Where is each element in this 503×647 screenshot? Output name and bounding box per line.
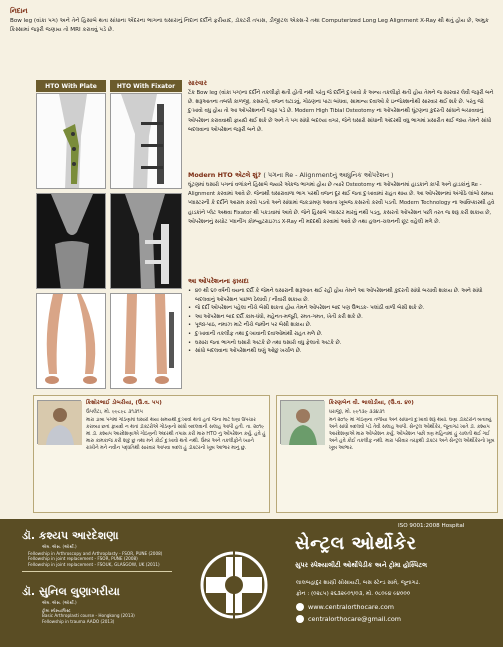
fixator-xray-image [110,93,182,189]
testimonial-card [33,395,270,513]
treatment-text: ટેંક Bow leg (વાંકા પગ)ના દર્દીને તકલીફો થતી હોતી નથી પરંતુ જે દર્દીને દુઃખાવો કે અન્ય તકલીફો થતી હોય તેમને જ સારવાર લેવી જરૂરી બને છે. શરૂઆતના તબક્કે કાળજી, કસરતો, વજન ઘટાડવું, ગોઠણના પાટા બાંધવા, સામાન્ય દવાઓ કે ઇન્જેક્શનોથી સારવાર થઈ શકે છે. પરંતુ જો દુઃખાવો વધુ હોય તો આ ઓપરેશનની જરૂર પડે છે. Modern High Tibial Osteotomy ના ઓપરેશનથી ઘૂંટણના કુદરતી સાંધાને બચાવવાનું ઓપરેશન કરાવવાથી ફાયદો થઈ શકે છે અને તે પગ સાંધો બદલ્યા વગર, જેને ઘસારો સાંધાની અંદરથી વધુ ભાગમાં પ્રસારીત થઈ જાય તેમને સાંધો બદલવાના ઓપરેશન જરૂરી બને છે. [188,90,494,133]
doctor-name: ડૉ. સુનિલ લુણાગરીયા [22,585,120,598]
benefit-item: • ૪૦ થી ૬૦ વર્ષની વયના દર્દી કે જેમને ઘસારાની શરૂઆત થઈ રહી હોય તેમને આ ઓપરેશનથી કુદરતી સાંધો બચાવી શકાય છે. અને સાંધો બદલવાનું ઓપરેશન પાછળ ઠેલાવી / નીવારી શકાય છે. [188,287,496,304]
website-link[interactable] [296,603,394,611]
doctor-name: ડૉ. કશ્યપ આરદેશણા [22,529,119,542]
email-text: centralorthocare@gmail.com [308,615,401,623]
diagnosis-heading: નિદાન [10,7,28,15]
patient-photo [280,400,324,444]
legs-fixator-image [110,293,182,389]
doctor-qualifications [28,551,188,567]
treatment-title: સારવાર [188,79,207,87]
benefit-item: • આ ઓપરેશન બાદ દર્દી કામ-ધંધો, મહેનત-મજૂરી, રમત-ગમત, ખેતી કરી શકે છે. [188,313,496,322]
hto-plate-label: HTO With Plate [36,80,106,92]
testimonial-name: કિરણબેન વી. ભાલોડીયા, (ઉ.વ. ૪૦) [329,400,414,406]
qualification-line: Fellowship in joint replacement - FSOUK, GLASGOW, UK (2011) [28,561,160,567]
footer-band [0,519,503,647]
testimonial-text: મારા ડાબા પગમાં ગોઠણમાં ઘસારો થયા સમયથી દુઃખાવો થતો હતો જેના માટે ઘણા ઉપચાર કરાવ્યા છતાં ફાયદો ન થતાં ડૉક્ટરોએ ગોઠણનો સાંધો બદલવાની સલાહ આપી હતી. તા. ૨૦૧૯ માં ડૉ. કશ્યપ આરદેશણાએ ગોઠણની અંદરથી તપાસ કરી મારુ HTO નું ઓપરેશન કર્યુ. હવે હું મારુ કામકાજ કરી શકું છું તથા મને કોઈ દુઃખાવો થતો નથી. ઉંમર અને તકલીફોને ધ્યાને રાખીને મને નવીન પદ્ધતિથી સારવાર આપવા બદલ હું ડૉક્ટરનો ખૂબ આભાર માનું છું. [86,418,266,452]
hospital-name: સેન્ટ્રલ ઓર્થોકેર [295,533,417,554]
qualification-line: Fellowship in Arthroscopy and Arthroplasty - FSOR, PUNE (2008) [28,551,163,556]
benefit-item: • પૂજા-પાઠ, નમાઝ માટે નીચે જમીન પર બેસી શકાય છે. [188,321,496,330]
divider [22,571,172,572]
patient-photo [37,400,81,444]
hospital-tagline: સુપર સ્પેશ્યાલીટી ઓર્થોપેડીક અને ટ્રોમા હોસ્પિટલ [295,561,428,569]
qualification-line: Basic Arthroplasti course - Hongkong (2013) [42,613,135,619]
iso-badge: ISO 9001:2008 Hospital [398,523,465,529]
modern-hto-title-text: Modern HTO એટલે શું? [188,171,262,179]
hto-fixator-label: HTO With Fixator [110,80,182,92]
benefits-list [188,287,496,356]
doctor-qualifications [42,608,192,624]
doctor-degree: એમ. એસ. (ઓર્થો.) [42,544,77,549]
mail-icon [296,615,304,623]
doctor-degree: એમ. એસ. (ઓર્થો.) [42,600,77,605]
modern-hto-tag: ( પગના Re - Alignmentનું આધુનિક ઓપરેશન ) [263,171,394,179]
hospital-address: લાલબહાદુર શાસ્ત્રી સોસાયટી, બસ સ્ટેન્ડ સામે, જૂનાગઢ. [296,580,421,586]
modern-hto-text: ઘૂંટણમાં ઘસારો પગનાં વળાંકને હિસાબે જ્યારે એકજ ભાગમાં હોય છે ત્યારે Osteotomy ના ઓપરેશનમાં હાડકાને કાપી અને હાડકાંનું Re - Alignment કરવામાં આવે છે. જેનાથી ઘસારાવાળા ભાગ પરથી વજન દૂર થઈ જતા દુઃખાવામાં રાહત થાય છે. આ ઓપરેશનમાં અંગોઠે લાંબો સમય પ્લાસ્ટરની કે દર્દીને આરામ કરવો પડતો અને સાંધામાં જકડામણ આવતા ખૂબજ કસરતો કરવી પડતી. Modern Technology ના આવિષ્કારથી હવે હાડકાંને પ્લેટ અથવા Fixator થી પકડવામાં આવે છે. જેને હિસાબે પ્લાસ્ટર મારવું નથી પડતુ, કસરતો ઓપરેશન પછી તરત જ શરૂ કરી શકાય છે, ઓપરેશનનું સચોટ પ્લાનીંગ કોમ્પ્યુટરાઇઝડ X-Ray ની મદદથી કરવામાં આવે છે તથા હલન-ચલનની છૂટ વહેલી મળે છે. [188,182,495,225]
globe-icon [296,603,304,611]
hospital-phone: ફોન : (૦૨૮૫) ૨૬૩૨૯૦૧/૦૩, મો. ૦૮૦૯૪ ૯૪૦૦૦ [296,591,411,597]
testimonial-place: ધરાજી, મો. ૯૯૧૩૯ ૩૩૪૩૧ [329,409,385,415]
modern-hto-title [188,171,498,180]
qualification-line: Fellowship in joint replacement - FSOR, PUNE (2008) [28,556,138,562]
website-text: www.centralorthocare.com [308,603,394,611]
benefit-item: • દુઃખાવાની તકલીફ તથા દુઃખાવાની દવાઓમાંથી રાહત મળે છે. [188,330,496,339]
qualification-line: Fellowship in trauma AADO (2013) [42,618,115,624]
qualification-line: ટ્રોમા સ્પેશ્યાલિસ્ટ [42,608,71,613]
testimonial-place: ઉપલેટા, મો. ૯૯૮૯૮ ૩૧૩૧૫ [86,409,143,415]
testimonial-text: મને ૨૦૧૯ માં ગોઠણના તળીયા અને સાંધાનો દુઃખાવો શરૂ થયો. ઘણા ડૉક્ટરોને બતાવ્યું અને સાંધો બદલવો પડે તેવી સલાહ આપી. સેન્ટ્રલ ઓર્થોકેર, જૂનાગઢ ખાતે ડૉ. કશ્યપ આરદેશણાએ મારુ ઓપરેશન કર્યુ. ઓપરેશન પછી ત્રણ મહિનામાં હું ચાલતી થઈ ગઈ અને હવે કોઈ તકલીફ નથી. મારા પરિવાર તરફથી ડૉક્ટર અને સેન્ટ્રલ ઓર્થોકેરનો ખૂબ ખૂબ આભાર. [329,418,495,452]
hospital-logo-icon [197,533,271,633]
plate-xray-image [36,93,106,189]
diagnosis-text: Bow leg (વાંકા પગ) અને તેને હિસાબે થતા સાંધાના એંદરના ભાગના ઘસારાનું નિદાન દર્દીને ફરીયાદ, ડૉક્ટરી તપાસ, ડીજીટલ એક્સ-રે તથા Computerized Long Leg Alignment X-Ray થી થતું હોય છે, અમુક કિસ્સામાં જરૂરી જણાય તો MRI કરાવવું પડે છે. [10,18,489,33]
testimonial-name: કિશોરભાઈ ડોબરીયા, (ઉ.વ. ૫૫) [86,400,162,406]
knee-xray-front-image [36,193,106,289]
benefit-item: • ઘસારા જતા ભાગનો ઘસારો અટકે છે તથા ઘસારો વધુ ફેલાતો અટકે છે. [188,339,496,348]
email-link[interactable] [296,615,401,623]
testimonial-card [276,395,498,513]
benefits-title: આ ઓપરેશનના ફાયદા [188,277,249,285]
knee-xray-fixator-image [110,193,182,289]
benefit-item: • સાંધો બદલવાના ઓપરેશનથી ઘણું ઓછુ ખર્ચાળ છે. [188,347,496,356]
benefit-item: • જે દર્દી ઓપરેશન પહેલા નીચે બેસી શકતા હોય તેમને ઓપરેશન બાદ પણ ઉભડક- પલાંઠી વાળી બેસી શકે છે. [188,304,496,313]
legs-before-image [36,293,106,389]
